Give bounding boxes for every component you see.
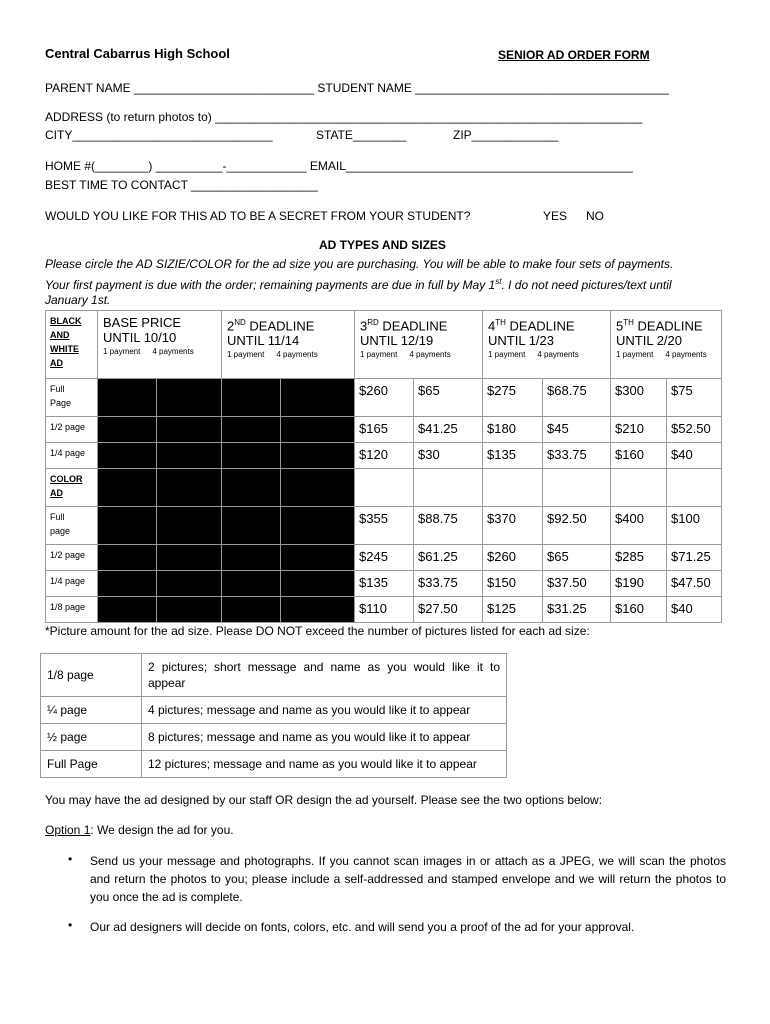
- row-label: 1/2 page: [46, 545, 98, 571]
- price-cell[interactable]: $190: [611, 571, 667, 597]
- column-header-3rd: 3RD DEADLINE UNTIL 12/19 1 payment 4 payments: [355, 311, 483, 379]
- price-cell[interactable]: $100: [667, 507, 722, 545]
- bw-ad-label: BLACK AND WHITE AD: [46, 311, 98, 379]
- price-cell[interactable]: $245: [355, 545, 414, 571]
- desc-cell: 12 pictures; message and name as you would like it to appear: [142, 751, 507, 778]
- price-table: [45, 310, 722, 623]
- price-cell[interactable]: $61.25: [414, 545, 483, 571]
- table-row: [46, 507, 722, 545]
- table-row: [46, 545, 722, 571]
- row-label: Full page: [46, 507, 98, 545]
- option1-bullet-2: Our ad designers will decide on fonts, colors, etc. and will send you a proof of the ad for your approval.: [90, 920, 635, 934]
- ad-instructions-line2: Your first payment is due with the order; remaining payments are due in full by May 1st. I do not need pictures/text until: [45, 277, 672, 292]
- price-cell[interactable]: $355: [355, 507, 414, 545]
- price-cell[interactable]: $165: [355, 417, 414, 443]
- price-cell[interactable]: $110: [355, 597, 414, 623]
- row-label: Full Page: [46, 379, 98, 417]
- price-cell[interactable]: $37.50: [543, 571, 611, 597]
- column-header-base: BASE PRICE UNTIL 10/10 1 payment 4 payments: [98, 311, 222, 379]
- yes-option[interactable]: YES: [543, 209, 568, 223]
- desc-cell: 4 pictures; message and name as you would like it to appear: [142, 697, 507, 724]
- table-row: [46, 379, 722, 417]
- price-cell[interactable]: $125: [483, 597, 543, 623]
- price-cell[interactable]: $160: [611, 597, 667, 623]
- price-cell[interactable]: $71.25: [667, 545, 722, 571]
- column-header-4th: 4TH DEADLINE UNTIL 1/23 1 payment 4 payments: [483, 311, 611, 379]
- price-cell[interactable]: $120: [355, 443, 414, 469]
- table-row: [46, 597, 722, 623]
- secret-question: WOULD YOU LIKE FOR THIS AD TO BE A SECRET FROM YOUR STUDENT?: [45, 209, 471, 223]
- table-row: [46, 443, 722, 469]
- price-cell[interactable]: $65: [414, 379, 483, 417]
- parent-student-name-field[interactable]: PARENT NAME ___________________________ STUDENT NAME ______________________________________: [45, 81, 669, 95]
- row-label: 1/2 page: [46, 417, 98, 443]
- price-cell[interactable]: $370: [483, 507, 543, 545]
- price-cell[interactable]: $260: [483, 545, 543, 571]
- column-header-5th: 5TH DEADLINE UNTIL 2/20 1 payment 4 payments: [611, 311, 722, 379]
- no-option[interactable]: NO: [586, 209, 604, 223]
- price-cell[interactable]: $68.75: [543, 379, 611, 417]
- picture-note: *Picture amount for the ad size. Please DO NOT exceed the number of pictures listed for each ad size:: [45, 624, 590, 638]
- price-cell[interactable]: $41.25: [414, 417, 483, 443]
- price-cell[interactable]: $180: [483, 417, 543, 443]
- ad-types-title: AD TYPES AND SIZES: [319, 238, 446, 252]
- price-cell[interactable]: $40: [667, 597, 722, 623]
- bullet-icon: •: [68, 918, 73, 932]
- price-cell[interactable]: $150: [483, 571, 543, 597]
- address-field[interactable]: ADDRESS (to return photos to) ________________________________________________________________: [45, 110, 643, 124]
- price-cell[interactable]: $88.75: [414, 507, 483, 545]
- best-time-field[interactable]: BEST TIME TO CONTACT ___________________: [45, 178, 318, 192]
- price-cell[interactable]: $92.50: [543, 507, 611, 545]
- price-cell[interactable]: $31.25: [543, 597, 611, 623]
- zip-field[interactable]: ZIP_____________: [453, 128, 559, 142]
- ad-instructions-line3: January 1st.: [45, 293, 111, 307]
- price-cell[interactable]: $47.50: [667, 571, 722, 597]
- table-row: [46, 469, 722, 507]
- ad-instructions-line1: Please circle the AD SIZIE/COLOR for the ad size you are purchasing. You will be able to make four sets of payments.: [45, 257, 674, 271]
- price-cell[interactable]: $27.50: [414, 597, 483, 623]
- table-row: [46, 417, 722, 443]
- size-cell: Full Page: [41, 751, 142, 778]
- price-cell[interactable]: $75: [667, 379, 722, 417]
- table-row: [41, 697, 507, 724]
- option1-bullet-1: Send us your message and photographs. If you cannot scan images in or attach as a JPEG, we will scan the photos and return the photos to you; please include a self-addressed and stamped envelope and we will return the photos to you once the ad is complete.: [90, 854, 726, 904]
- table-row: [46, 571, 722, 597]
- price-cell[interactable]: $160: [611, 443, 667, 469]
- price-cell[interactable]: $33.75: [543, 443, 611, 469]
- city-field[interactable]: CITY______________________________: [45, 128, 273, 142]
- picture-table: [40, 653, 507, 778]
- price-cell[interactable]: $300: [611, 379, 667, 417]
- bullet-icon: •: [68, 852, 73, 866]
- price-cell[interactable]: $65: [543, 545, 611, 571]
- home-email-field[interactable]: HOME #(________) __________-____________ EMAIL___________________________________________: [45, 159, 633, 173]
- table-row: [41, 654, 507, 697]
- school-name: Central Cabarrus High School: [45, 46, 230, 61]
- row-label: 1/4 page: [46, 443, 98, 469]
- price-cell[interactable]: $40: [667, 443, 722, 469]
- price-cell[interactable]: $285: [611, 545, 667, 571]
- color-ad-label: COLOR AD: [46, 469, 98, 507]
- form-title: SENIOR AD ORDER FORM: [498, 48, 650, 62]
- price-cell[interactable]: $260: [355, 379, 414, 417]
- price-cell[interactable]: $30: [414, 443, 483, 469]
- price-cell[interactable]: $135: [355, 571, 414, 597]
- price-cell[interactable]: $135: [483, 443, 543, 469]
- column-header-2nd: 2ND DEADLINE UNTIL 11/14 1 payment 4 payments: [222, 311, 355, 379]
- price-cell[interactable]: $45: [543, 417, 611, 443]
- size-cell: ½ page: [41, 724, 142, 751]
- table-row: [41, 751, 507, 778]
- row-label: 1/8 page: [46, 597, 98, 623]
- size-cell: ¼ page: [41, 697, 142, 724]
- design-note: You may have the ad designed by our staff OR design the ad yourself. Please see the two options below:: [45, 793, 603, 807]
- price-cell[interactable]: $400: [611, 507, 667, 545]
- state-field[interactable]: STATE________: [316, 128, 407, 142]
- table-row: [41, 724, 507, 751]
- price-cell[interactable]: $33.75: [414, 571, 483, 597]
- desc-cell: 8 pictures; message and name as you would like it to appear: [142, 724, 507, 751]
- row-label: 1/4 page: [46, 571, 98, 597]
- option1-heading: Option 1: We design the ad for you.: [45, 823, 234, 837]
- size-cell: 1/8 page: [41, 654, 142, 697]
- price-cell[interactable]: $275: [483, 379, 543, 417]
- price-cell[interactable]: $52.50: [667, 417, 722, 443]
- desc-cell: 2 pictures; short message and name as you would like it to appear: [142, 654, 507, 697]
- price-cell[interactable]: $210: [611, 417, 667, 443]
